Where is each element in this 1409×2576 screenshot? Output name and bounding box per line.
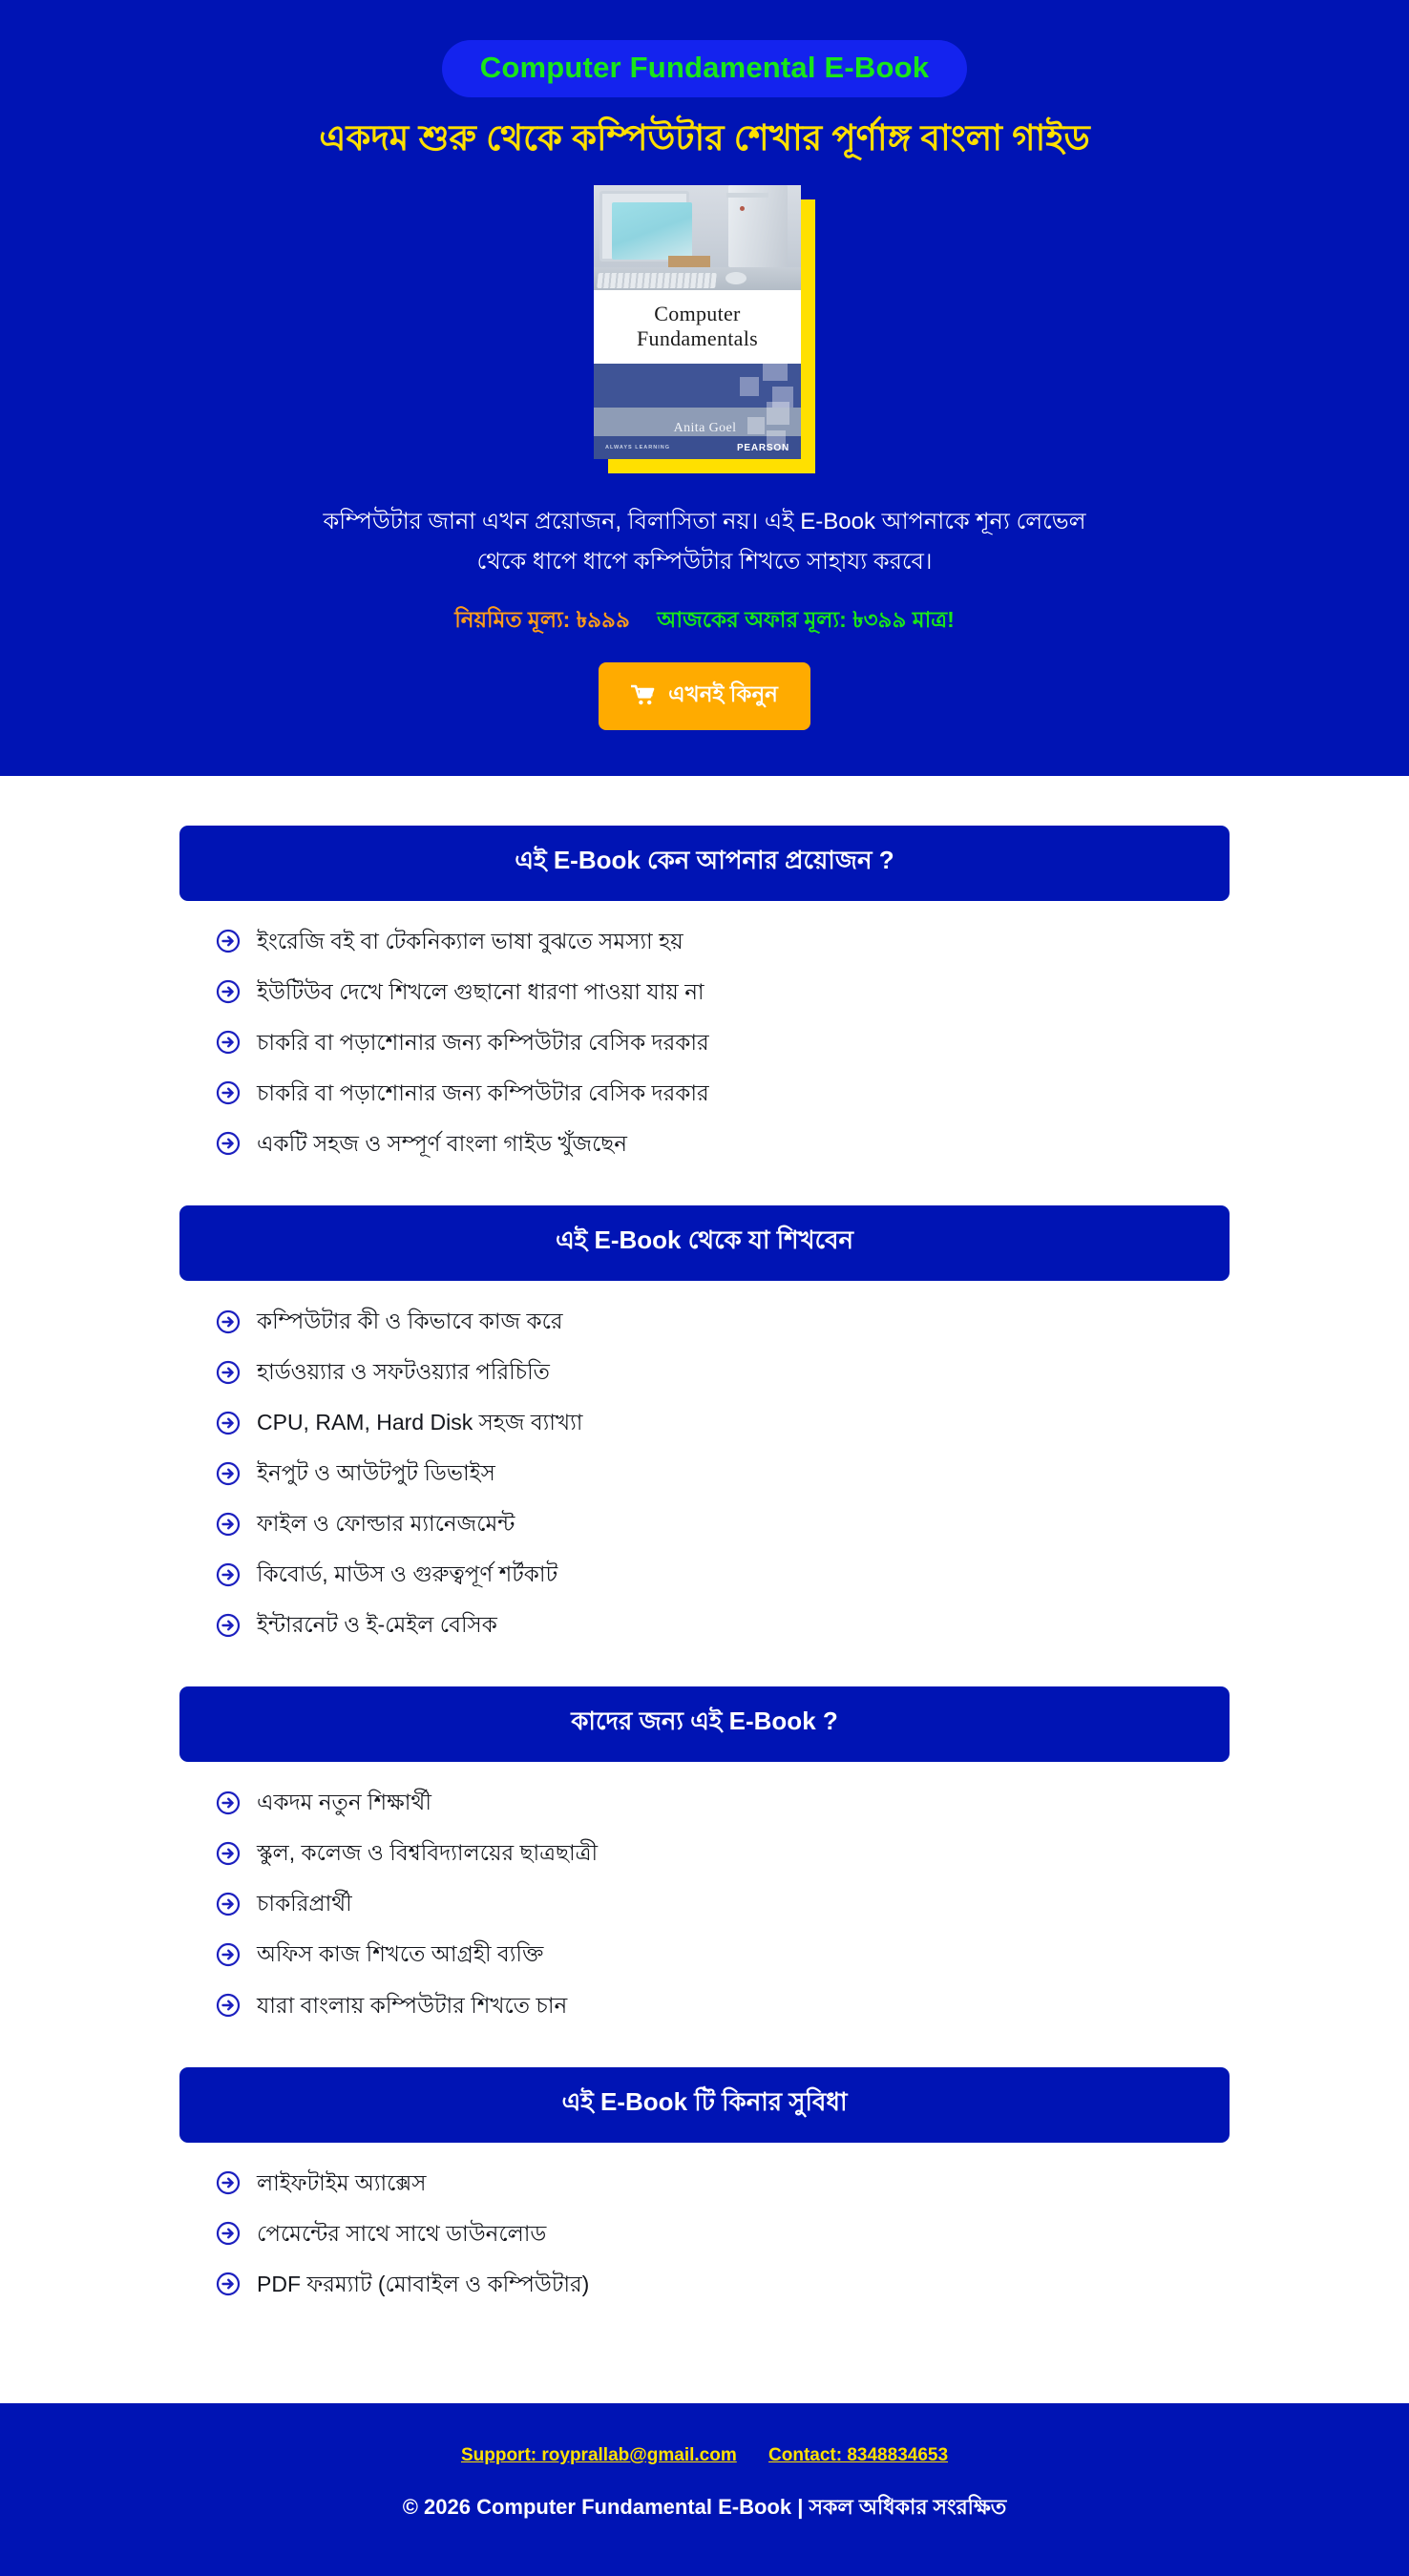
list-item[interactable]: [216, 1980, 1230, 2031]
footer-links: [19, 2445, 1390, 2466]
arrow-circle-right-icon: [216, 1461, 241, 1486]
arrow-circle-right-icon: [216, 1993, 241, 2018]
offer-price: আজকের অফার মূল্য: ৳৩৯৯ মাত্র!: [657, 606, 955, 632]
section-list: [179, 916, 1230, 1190]
monitor-screen-graphic: [612, 202, 692, 260]
copyright-text: © 2026 Computer Fundamental E-Book | সকল অধিকার সংরক্ষিত: [402, 2494, 1007, 2519]
list-item-label: একদম নতুন শিক্ষার্থী: [257, 1790, 431, 1815]
arrow-circle-right-icon: [216, 979, 241, 1004]
regular-price: নিয়মিত মূল্য: ৳৯৯৯: [454, 606, 630, 632]
list-item[interactable]: [216, 1397, 1230, 1448]
list-item-label: কম্পিউটার কী ও কিভাবে কাজ করে: [257, 1309, 563, 1334]
section-list: [179, 1777, 1230, 2051]
arrow-circle-right-icon: [216, 1309, 241, 1334]
content-inner: [179, 826, 1230, 2331]
list-item-label: একটি সহজ ও সম্পূর্ণ বাংলা গাইড খুঁজছেন: [257, 1130, 627, 1156]
list-item[interactable]: [216, 1777, 1230, 1828]
section-heading: এই E-Book থেকে যা শিখবেন: [179, 1205, 1230, 1281]
list-item-label: PDF ফরম্যাট (মোবাইল ও কম্পিউটার): [257, 2271, 590, 2296]
brand-badge: Computer Fundamental E-Book: [442, 40, 967, 97]
list-item-label: যারা বাংলায় কম্পিউটার শিখতে চান: [257, 1992, 568, 2018]
list-item[interactable]: [216, 1498, 1230, 1549]
list-item-label: স্কুল, কলেজ ও বিশ্ববিদ্যালয়ের ছাত্রছাত্রী: [257, 1840, 599, 1866]
list-item-label: ইন্টারনেট ও ই-মেইল বেসিক: [257, 1612, 497, 1638]
page-title: একদম শুরু থেকে কম্পিউটার শেখার পূর্ণাঙ্গ বাংলা গাইড: [319, 118, 1090, 157]
book-square-deco: [767, 430, 786, 450]
section-list: [179, 2158, 1230, 2331]
book-band-lower: [594, 408, 801, 436]
price-row: [0, 602, 1409, 639]
monitor-graphic: [599, 191, 689, 262]
section-why: [179, 826, 1230, 1190]
list-item[interactable]: [216, 1347, 1230, 1397]
list-item[interactable]: [216, 1448, 1230, 1498]
list-item-label: ইংরেজি বই বা টেকনিক্যাল ভাষা বুঝতে সমস্যা হয়: [257, 928, 683, 953]
list-item[interactable]: [216, 1878, 1230, 1929]
list-item-label: CPU, RAM, Hard Disk সহজ ব্যাখ্যা: [257, 1410, 583, 1435]
book-cover-image: [594, 185, 815, 473]
buy-now-button[interactable]: [599, 662, 810, 730]
arrow-circle-right-icon: [216, 1080, 241, 1105]
book-title-line2: Fundamentals: [636, 325, 759, 350]
book-square-deco: [747, 417, 765, 434]
arrow-circle-right-icon: [216, 2272, 241, 2296]
list-item-label: ইউটিউব দেখে শিখলে গুছানো ধারণা পাওয়া যায় না: [257, 978, 704, 1004]
list-item[interactable]: [216, 1017, 1230, 1068]
section-heading: কাদের জন্য এই E-Book ?: [179, 1686, 1230, 1762]
arrow-circle-right-icon: [216, 2221, 241, 2246]
keyboard-graphic: [597, 273, 717, 288]
list-item-label: ইনপুট ও আউটপুট ডিভাইস: [257, 1460, 495, 1486]
list-item-label: লাইফটাইম অ্যাক্সেস: [257, 2169, 427, 2195]
list-item-label: অফিস কাজ শিখতে আগ্রহী ব্যক্তি: [257, 1941, 544, 1967]
list-item[interactable]: [216, 967, 1230, 1017]
list-item-label: হার্ডওয়্যার ও সফটওয়্যার পরিচিতি: [257, 1359, 550, 1385]
list-item[interactable]: [216, 1068, 1230, 1119]
section-heading: এই E-Book টি কিনার সুবিধা: [179, 2067, 1230, 2143]
list-item[interactable]: [216, 1828, 1230, 1878]
support-email-link[interactable]: Support: royprallab@gmail.com: [460, 2444, 737, 2465]
list-item-label: চাকরি বা পড়াশোনার জন্য কম্পিউটার বেসিক দরকার: [257, 1029, 709, 1055]
arrow-circle-right-icon: [216, 1411, 241, 1435]
list-item[interactable]: [216, 1549, 1230, 1600]
list-item[interactable]: [216, 1600, 1230, 1650]
arrow-circle-right-icon: [216, 1613, 241, 1638]
list-item-label: কিবোর্ড, মাউস ও গুরুত্বপূর্ণ শর্টকাট: [257, 1561, 558, 1587]
arrow-circle-right-icon: [216, 1892, 241, 1916]
desk-surface-graphic: [594, 267, 801, 290]
book-square-deco: [740, 377, 759, 396]
hero-section: [0, 0, 1409, 776]
list-item-label: পেমেন্টের সাথে সাথে ডাউনলোড: [257, 2220, 547, 2246]
arrow-circle-right-icon: [216, 1841, 241, 1866]
list-item[interactable]: [216, 1929, 1230, 1979]
section-audience: [179, 1686, 1230, 2051]
shopping-cart-icon: [631, 684, 656, 705]
desk-graphic: [668, 256, 710, 267]
page-footer: [0, 2403, 1409, 2576]
book-cover-photo: [594, 185, 801, 290]
list-item[interactable]: [216, 2158, 1230, 2209]
list-item-label: চাকরিপ্রার্থী: [257, 1891, 352, 1916]
section-list: [179, 1296, 1230, 1671]
contact-phone-link[interactable]: Contact: 8348834653: [768, 2444, 949, 2465]
list-item[interactable]: [216, 1296, 1230, 1347]
arrow-circle-right-icon: [216, 1131, 241, 1156]
list-item-label: চাকরি বা পড়াশোনার জন্য কম্পিউটার বেসিক দরকার: [257, 1079, 709, 1105]
book-title-block: [594, 290, 801, 364]
book-tagline: ALWAYS LEARNING: [605, 445, 670, 451]
book-cover: [594, 185, 801, 459]
section-heading: এই E-Book কেন আপনার প্রয়োজন ?: [179, 826, 1230, 901]
hero-description: কম্পিউটার জানা এখন প্রয়োজন, বিলাসিতা নয়। এই E-Book আপনাকে শূন্য লেভেল থেকে ধাপে ধাপে কম্পিউটার শিখতে সাহায্য করবে।: [323, 509, 1086, 575]
list-item[interactable]: [216, 916, 1230, 967]
list-item[interactable]: [216, 2209, 1230, 2259]
arrow-circle-right-icon: [216, 929, 241, 953]
arrow-circle-right-icon: [216, 2170, 241, 2195]
book-square-deco: [763, 356, 788, 381]
arrow-circle-right-icon: [216, 1562, 241, 1587]
book-title-line1: Computer: [654, 302, 741, 326]
mouse-graphic: [726, 272, 747, 284]
arrow-circle-right-icon: [216, 1360, 241, 1385]
list-item[interactable]: [216, 1119, 1230, 1169]
buy-now-label: এখনই কিনুন: [668, 681, 778, 706]
list-item[interactable]: [216, 2259, 1230, 2310]
book-publisher: PEARSON: [736, 442, 789, 453]
tower-slot-graphic: [726, 193, 768, 198]
content-area: [0, 776, 1409, 2403]
book-square-deco: [767, 402, 789, 425]
arrow-circle-right-icon: [216, 1791, 241, 1815]
arrow-circle-right-icon: [216, 1942, 241, 1967]
section-learn: [179, 1205, 1230, 1671]
computer-tower-graphic: [728, 185, 788, 267]
section-benefits: [179, 2067, 1230, 2331]
arrow-circle-right-icon: [216, 1030, 241, 1055]
list-item-label: ফাইল ও ফোল্ডার ম্যানেজমেন্ট: [257, 1511, 515, 1537]
book-author: Anita Goel: [673, 421, 737, 436]
arrow-circle-right-icon: [216, 1512, 241, 1537]
